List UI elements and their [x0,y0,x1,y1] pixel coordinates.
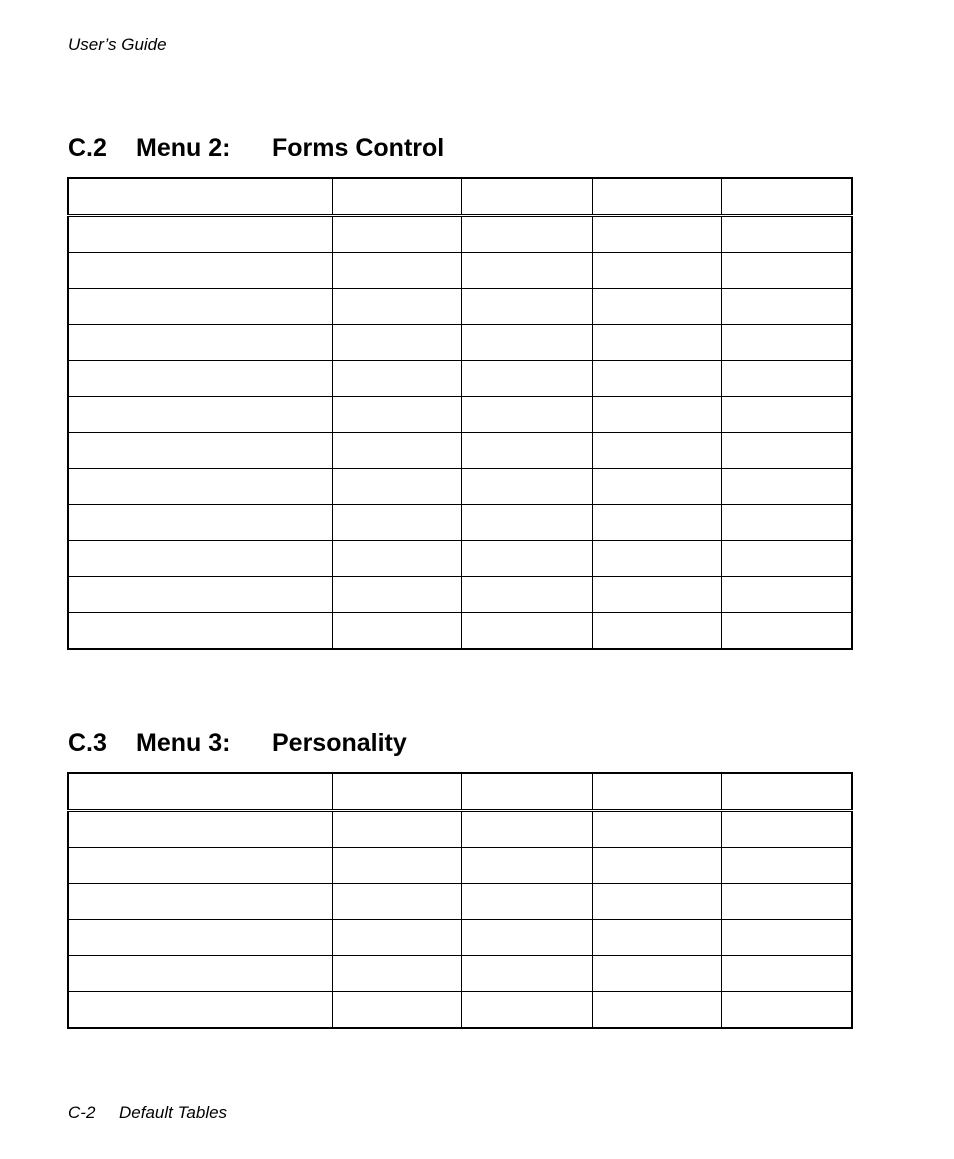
table-row [68,397,852,433]
section-title-c3 [68,729,407,758]
table-header-row [68,773,852,811]
table-row [68,361,852,397]
table-cell [68,541,332,577]
table-cell [592,253,721,289]
table-cell [461,253,592,289]
table-cell [332,811,461,848]
table-cell [332,289,461,325]
table-cell [721,253,852,289]
table-cell [68,469,332,505]
table-cell [592,216,721,253]
table-cell [721,773,852,811]
table-cell [721,884,852,920]
table-cell [68,289,332,325]
table-cell [592,397,721,433]
table-row [68,216,852,253]
table-cell [721,992,852,1029]
table-row [68,325,852,361]
table-row [68,433,852,469]
table-cell [68,848,332,884]
table-cell [592,469,721,505]
table-cell [461,577,592,613]
table-cell [68,811,332,848]
table-cell [332,325,461,361]
running-header: User’s Guide [68,35,167,54]
footer-title: Default Tables [119,1103,228,1122]
table-cell [721,505,852,541]
table-cell [721,541,852,577]
section-number: C.3 [68,729,107,757]
table-cell [332,178,461,216]
table-cell [68,433,332,469]
table-cell [332,992,461,1029]
table-cell [332,848,461,884]
table-cell [592,325,721,361]
table-cell [721,920,852,956]
table-cell [461,613,592,650]
table-cell [592,848,721,884]
table-row [68,848,852,884]
table-cell [592,178,721,216]
table-row [68,505,852,541]
table-cell [332,956,461,992]
table-cell [332,613,461,650]
table-cell [592,956,721,992]
table-cell [332,884,461,920]
table-cell [68,956,332,992]
table-cell [68,992,332,1029]
table-cell [332,253,461,289]
section-menu: Menu 3: [136,729,231,757]
table-cell [592,613,721,650]
table-cell [592,920,721,956]
table-row [68,956,852,992]
table-cell [332,577,461,613]
table-cell [332,920,461,956]
table-cell [332,361,461,397]
table-cell [461,361,592,397]
table-row [68,577,852,613]
table-cell [461,325,592,361]
table-cell [461,289,592,325]
table-cell [721,577,852,613]
table-cell [721,397,852,433]
table-row [68,884,852,920]
table-cell [721,325,852,361]
table-cell [461,811,592,848]
personality-table [67,772,853,1029]
table-row [68,613,852,650]
table-cell [721,433,852,469]
section-name: Forms Control [272,134,445,162]
section-menu: Menu 2: [136,134,231,162]
table-row [68,469,852,505]
table-cell [461,178,592,216]
table-cell [332,469,461,505]
table-cell [592,541,721,577]
table-cell [461,216,592,253]
table-header-row [68,178,852,216]
table-cell [332,216,461,253]
table-cell [721,613,852,650]
table-cell [332,773,461,811]
table-cell [592,773,721,811]
table-row [68,920,852,956]
table-cell [592,577,721,613]
table-cell [332,505,461,541]
section-number: C.2 [68,134,107,162]
table-cell [68,884,332,920]
page-footer [68,1103,227,1123]
table-cell [68,325,332,361]
table-cell [332,397,461,433]
section-name: Personality [272,729,407,757]
table-cell [721,848,852,884]
table-cell [68,773,332,811]
table-cell [68,613,332,650]
table-cell [721,469,852,505]
table-row [68,811,852,848]
table-row [68,289,852,325]
table-cell [461,773,592,811]
table-cell [461,505,592,541]
table-cell [461,848,592,884]
table-row [68,253,852,289]
table-cell [592,811,721,848]
table-cell [68,216,332,253]
table-cell [721,289,852,325]
table-cell [721,216,852,253]
table-cell [461,956,592,992]
table-cell [592,505,721,541]
table-cell [592,884,721,920]
table-cell [461,884,592,920]
table-cell [68,253,332,289]
table-cell [68,178,332,216]
table-cell [332,433,461,469]
table-cell [68,577,332,613]
table-cell [592,992,721,1029]
table-cell [332,541,461,577]
table-cell [461,920,592,956]
table-cell [592,289,721,325]
table-row [68,541,852,577]
section-title-c2 [68,134,444,163]
table-cell [461,433,592,469]
page-number: C-2 [68,1103,96,1122]
table-cell [68,505,332,541]
table-cell [592,433,721,469]
table-cell [592,361,721,397]
table-cell [721,361,852,397]
table-cell [68,397,332,433]
table-cell [461,541,592,577]
forms-control-table [67,177,853,650]
table-cell [721,956,852,992]
table-row [68,992,852,1029]
table-cell [68,920,332,956]
table-cell [461,992,592,1029]
table-cell [721,811,852,848]
table-cell [68,361,332,397]
table-cell [461,397,592,433]
table-cell [461,469,592,505]
table-cell [721,178,852,216]
